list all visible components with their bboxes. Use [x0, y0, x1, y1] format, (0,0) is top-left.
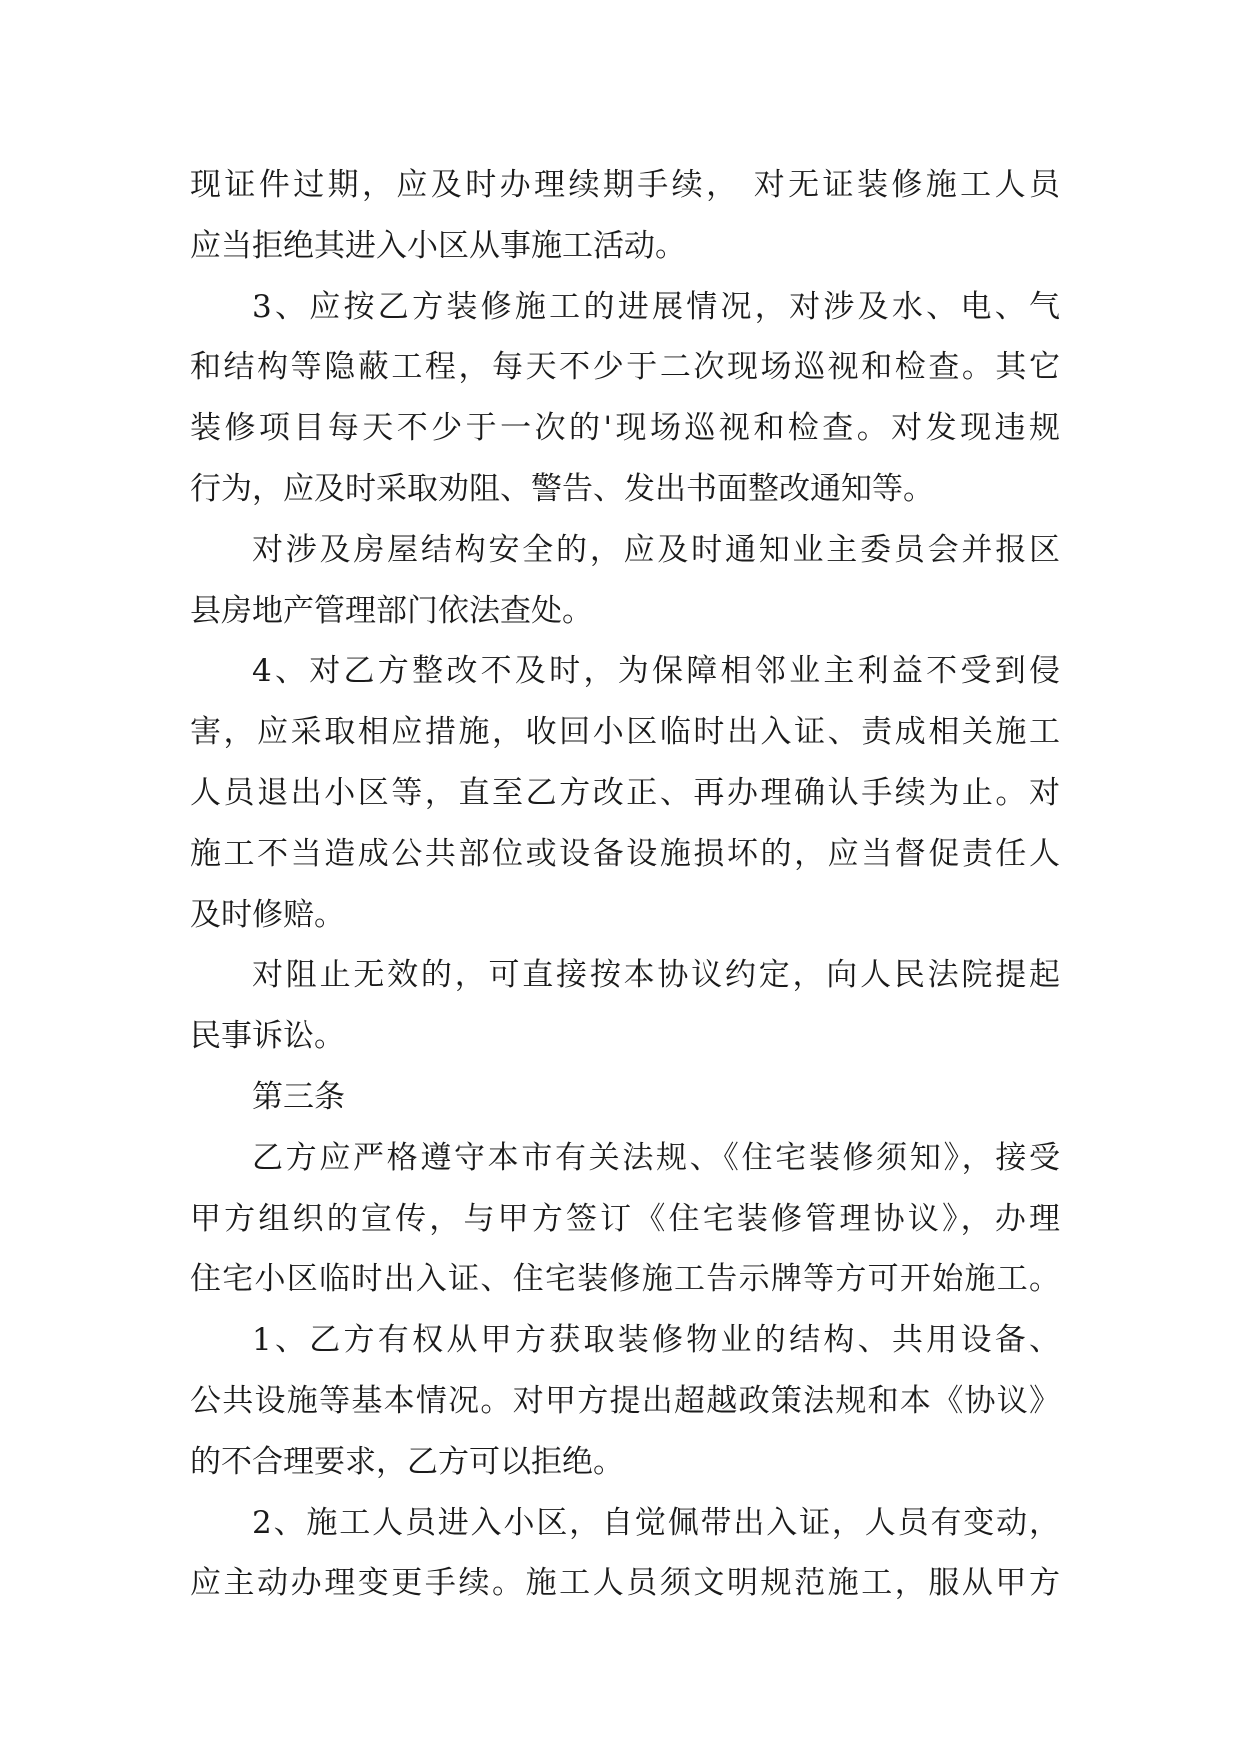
text-line: 害，应采取相应措施，收回小区临时出入证、责成相关施工 — [190, 714, 1060, 751]
text-line: 甲方组织的宣传，与甲方签订《住宅装修管理协议》，办理 — [190, 1200, 1060, 1237]
text-line: 民事诉讼。 — [190, 1018, 345, 1055]
document-body — [190, 155, 1060, 1614]
text-line: 对涉及房屋结构安全的，应及时通知业主委员会并报区 — [252, 531, 1060, 568]
text-line: 装修项目每天不少于一次的'现场巡视和检查。对发现违规 — [190, 410, 1060, 447]
text-line: 人员退出小区等，直至乙方改正、再办理确认手续为止。对 — [190, 774, 1060, 811]
text-line: 第三条 — [252, 1078, 345, 1115]
text-line: 3、应按乙方装修施工的进展情况，对涉及水、电、气 — [252, 288, 1060, 325]
text-line: 4、对乙方整改不及时，为保障相邻业主利益不受到侵 — [252, 653, 1060, 690]
text-line: 的不合理要求，乙方可以拒绝。 — [190, 1443, 624, 1480]
text-line: 1、乙方有权从甲方获取装修物业的结构、共用设备、 — [252, 1322, 1060, 1359]
text-line: 应当拒绝其进入小区从事施工活动。 — [190, 227, 686, 264]
text-line: 现证件过期，应及时办理续期手续， 对无证装修施工人员 — [190, 167, 1060, 203]
text-line: 应主动办理变更手续。施工人员须文明规范施工，服从甲方 — [190, 1565, 1060, 1602]
text-line: 和结构等隐蔽工程，每天不少于二次现场巡视和检查。其它 — [190, 349, 1060, 386]
text-line: 及时修赔。 — [190, 896, 345, 933]
text-line: 县房地产管理部门依法查处。 — [190, 592, 593, 629]
text-line: 施工不当造成公共部位或设备设施损坏的，应当督促责任人 — [190, 835, 1060, 872]
text-line: 住宅小区临时出入证、住宅装修施工告示牌等方可开始施工。 — [190, 1261, 1060, 1298]
text-line: 行为，应及时采取劝阻、警告、发出书面整改通知等。 — [190, 470, 934, 507]
text-line: 对阻止无效的，可直接按本协议约定，向人民法院提起 — [252, 957, 1060, 994]
text-line: 2、施工人员进入小区，自觉佩带出入证，人员有变动， — [252, 1504, 1060, 1541]
text-line: 乙方应严格遵守本市有关法规、《住宅装修须知》，接受 — [252, 1139, 1060, 1176]
text-line: 公共设施等基本情况。对甲方提出超越政策法规和本《协议》 — [190, 1382, 1060, 1419]
